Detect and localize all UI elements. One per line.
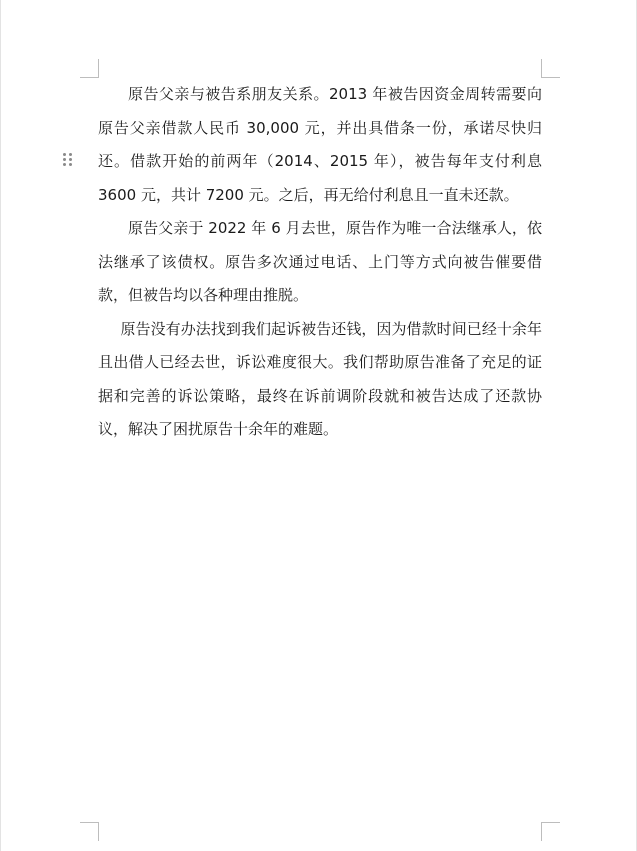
margin-corner-bottom-left <box>80 822 99 841</box>
paragraph[interactable]: 原告父亲于 2022 年 6 月去世，原告作为唯一合法继承人，依法继承了该债权。原告多次通过电话、上门等方式向被告催要借款，但被告均以各种理由推脱。 <box>98 219 542 304</box>
margin-corner-bottom-right <box>541 822 560 841</box>
margin-corner-top-right <box>541 59 560 78</box>
drag-handle-icon[interactable] <box>63 153 73 167</box>
paragraph[interactable]: 原告父亲与被告系朋友关系。2013 年被告因资金周转需要向原告父亲借款人民币 30,000 元，并出具借条一份，承诺尽快归还。借款开始的前两年（2014、2015 年），被告每年支付利息 3600 元，共计 7200 元。之后，再无给付利息且一直未还款。 <box>98 85 542 204</box>
margin-corner-top-left <box>80 59 99 78</box>
document-body[interactable] <box>98 78 542 447</box>
paragraph[interactable]: 原告没有办法找到我们起诉被告还钱，因为借款时间已经十余年且出借人已经去世，诉讼难度很大。我们帮助原告准备了充足的证据和完善的诉讼策略，最终在诉前调阶段就和被告达成了还款协议，解决了困扰原告十余年的难题。 <box>98 319 542 438</box>
